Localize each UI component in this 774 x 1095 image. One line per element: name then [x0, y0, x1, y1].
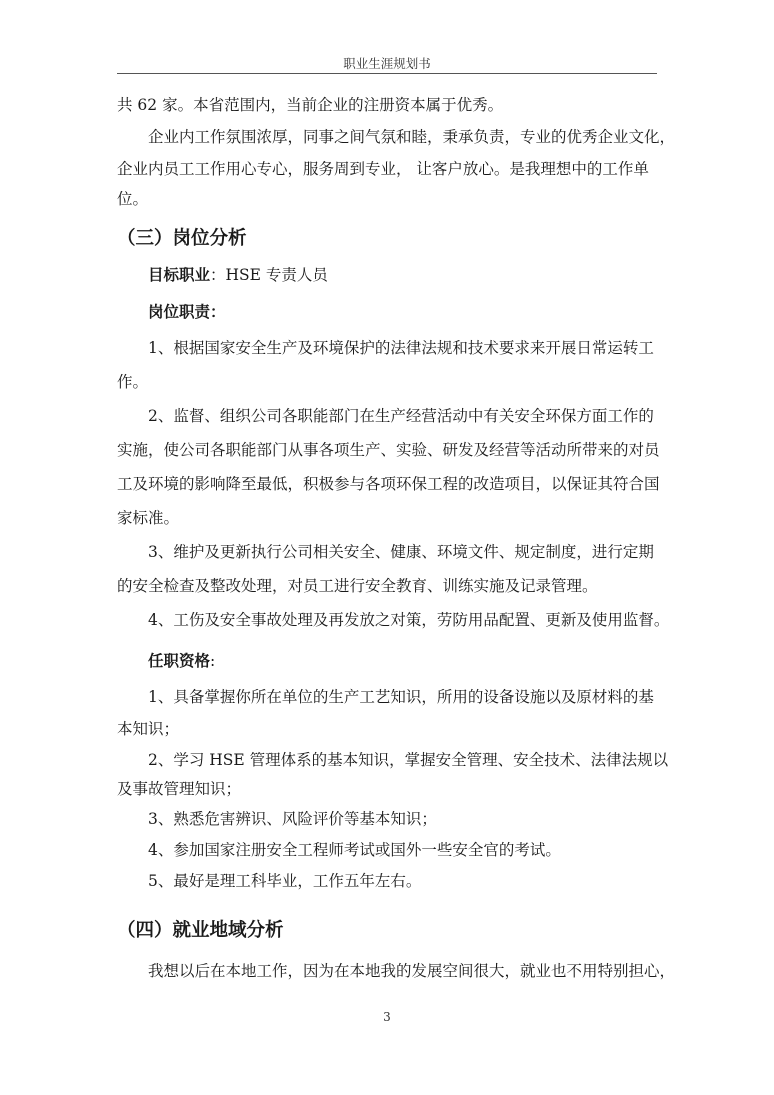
- qualification-item: 5、最好是理工科毕业，工作五年左右。: [148, 872, 422, 890]
- qualification-item: 4、参加国家注册安全工程师考试或国外一些安全官的考试。: [148, 841, 561, 859]
- duty-item: 4、工伤及安全事故处理及再发放之对策，劳防用品配置、更新及使用监督。: [148, 611, 670, 629]
- qualification-item-cont: 及事故管理知识；: [117, 780, 242, 798]
- target-job-line: [148, 262, 693, 289]
- duty-item: 1、根据国家安全生产及环境保护的法律法规和技术要求来开展日常运转工: [148, 339, 654, 357]
- paragraph-line: 位。: [117, 190, 149, 208]
- section-heading-location-analysis: （四）就业地域分析: [117, 920, 284, 941]
- paragraph-line: 企业内工作氛围浓厚，同事之间气氛和睦，秉承负责，专业的优秀企业文化，: [148, 128, 676, 146]
- duty-item-cont: 作。: [117, 373, 149, 391]
- duties-label: 岗位职责：: [148, 303, 226, 321]
- qualification-item: 3、熟悉危害辨识、风险评价等基本知识；: [148, 810, 437, 828]
- duty-item-cont: 实施，使公司各职能部门从事各项生产、实验、研发及经营等活动所带来的对员: [117, 441, 660, 459]
- duty-item-cont: 工及环境的影响降至最低，积极参与各项环保工程的改造项目，以保证其符合国: [117, 475, 660, 493]
- section-heading-job-analysis: （三）岗位分析: [117, 228, 247, 249]
- page-header-title: 职业生涯规划书: [343, 56, 431, 71]
- target-job-value: ：HSE 专责人员: [210, 266, 328, 284]
- target-job-label: 目标职业: [148, 266, 211, 284]
- duty-item-cont: 的安全检查及整改处理，对员工进行安全教育、训练实施及记录管理。: [117, 577, 598, 595]
- page-number: 3: [383, 1010, 391, 1024]
- duty-item: 3、维护及更新执行公司相关安全、健康、环境文件、规定制度，进行定期: [148, 543, 654, 561]
- paragraph-line: 我想以后在本地工作，因为在本地我的发展空间很大，就业也不用特别担心，: [148, 962, 676, 980]
- duty-item-cont: 家标准。: [117, 509, 180, 527]
- qualifications-label: 任职资格: [148, 652, 211, 670]
- duty-item: 2、监督、组织公司各职能部门在生产经营活动中有关安全环保方面工作的: [148, 407, 654, 425]
- qualification-item: 2、学习 HSE 管理体系的基本知识，掌握安全管理、安全技术、法律法规以: [148, 751, 669, 769]
- header-divider: [117, 73, 657, 74]
- paragraph-line: 共 62 家。本省范围内，当前企业的注册资本属于优秀。: [117, 96, 504, 114]
- qualification-item: 1、具备掌握你所在单位的生产工艺知识，所用的设备设施以及原材料的基: [148, 688, 654, 706]
- qualification-item-cont: 本知识；: [117, 720, 180, 738]
- qualifications-colon: :: [210, 652, 216, 670]
- paragraph-line: 企业内员工工作用心专心，服务周到专业， 让客户放心。是我理想中的工作单: [117, 160, 649, 178]
- qualifications-heading-line: [148, 648, 693, 675]
